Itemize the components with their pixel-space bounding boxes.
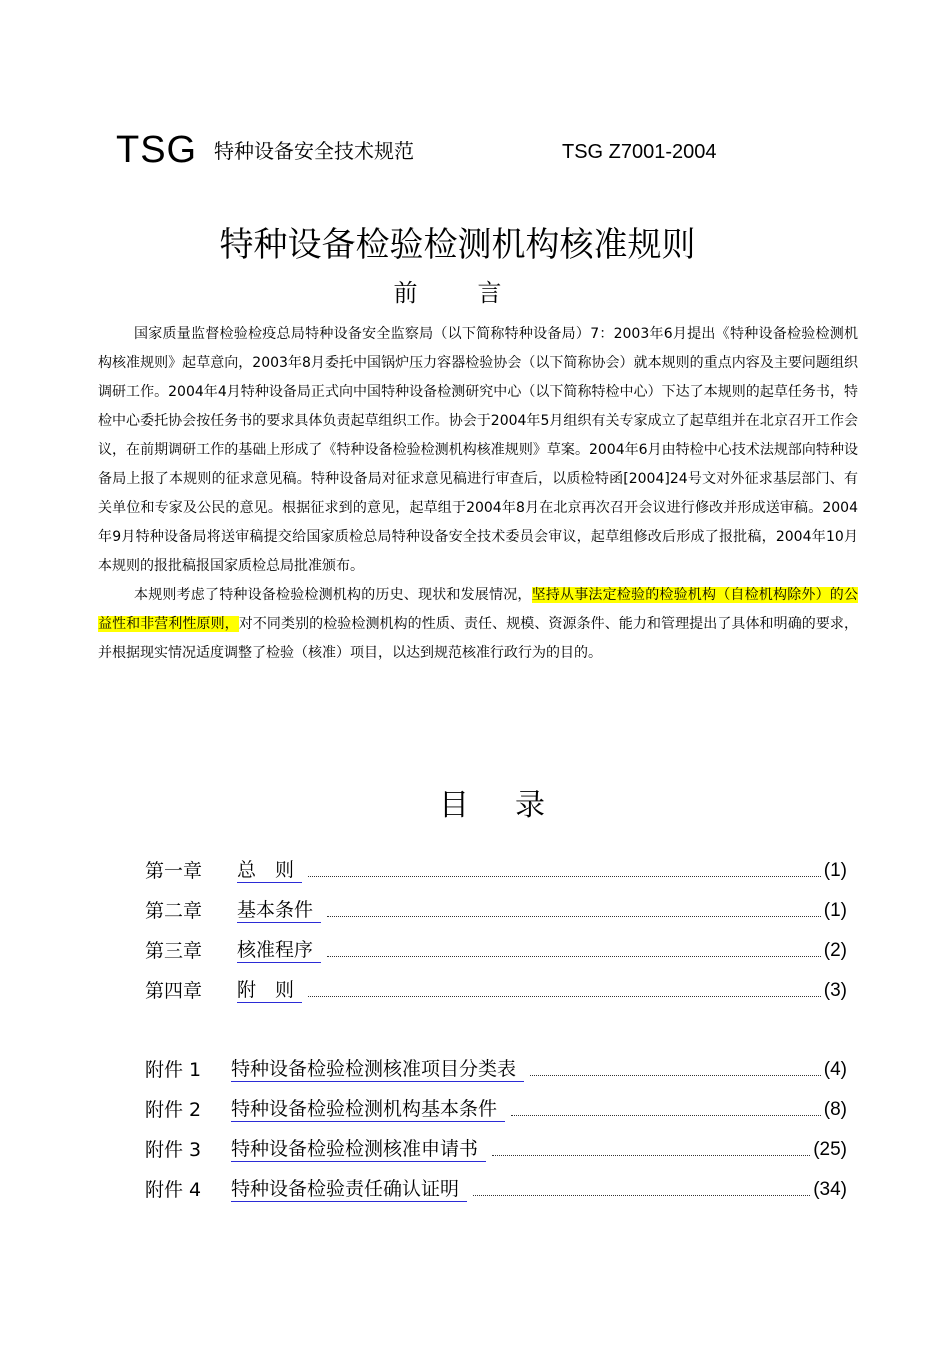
standard-code: TSG Z7001-2004 <box>562 141 717 163</box>
preface-paragraph-2 <box>98 581 858 668</box>
toc-page-number: (3) <box>823 980 847 1001</box>
toc-entry-attachment-4[interactable] <box>145 1162 847 1202</box>
toc-link[interactable]: 核准程序 <box>237 938 321 963</box>
toc-leader <box>327 915 821 917</box>
toc-chapter-number: 第二章 <box>145 900 203 922</box>
toc-entry-attachment-1[interactable] <box>145 1042 847 1082</box>
toc-chapters <box>145 843 847 1003</box>
toc-attachment-number: 附件 4 <box>145 1179 202 1201</box>
toc-leader <box>327 955 821 957</box>
toc-page-number: (25) <box>813 1139 847 1160</box>
toc-page-number: (34) <box>813 1179 847 1200</box>
toc-entry-chapter-4[interactable] <box>145 963 847 1003</box>
preface-paragraph-1: 国家质量监督检验检疫总局特种设备安全监察局（以下简称特种设备局）7：2003年6月提出《特种设备检验检测机构核准规则》起草意向，2003年8月委托中国锅炉压力容器检验协会（以下简称协会）就本规则的重点内容及主要问题组织调研工作。2004年4月特种设备局正式向中国特种设备检测研究中心（以下简称特检中心）下达了本规则的起草任务书，特检中心委托协会按任务书的要求具体负责起草组织工作。协会于2004年5月组织有关专家成立了起草组并在北京召开工作会议，在前期调研工作的基础上形成了《特种设备检验检测机构核准规则》草案。2004年6月由特检中心技术法规部向特种设备局上报了本规则的征求意见稿。特种设备局对征求意见稿进行审查后，以质检特函[2004]24号文对外征求基层部门、有关单位和专家及公民的意见。根据征求到的意见，起草组于2004年8月在北京再次召开会议进行修改并形成送审稿。2004年9月特种设备局将送审稿提交给国家质检总局特种设备安全技术委员会审议，起草组修改后形成了报批稿，2004年10月本规则的报批稿报国家质检总局批准颁布。 <box>98 326 858 574</box>
toc-link[interactable]: 特种设备检验检测核准申请书 <box>231 1137 486 1162</box>
toc-link[interactable]: 总 则 <box>237 858 302 883</box>
toc-link[interactable]: 附 则 <box>237 978 302 1003</box>
toc-link[interactable]: 特种设备检验检测机构基本条件 <box>231 1097 505 1122</box>
toc-page-number: (1) <box>823 900 847 921</box>
toc-leader <box>308 875 821 877</box>
toc-link[interactable]: 基本条件 <box>237 898 321 923</box>
toc-link[interactable]: 特种设备检验检测核准项目分类表 <box>231 1057 524 1082</box>
toc-heading: 目录 <box>439 788 591 823</box>
toc-page-number: (1) <box>823 860 847 881</box>
toc-link[interactable]: 特种设备检验责任确认证明 <box>231 1177 467 1202</box>
toc-leader <box>308 995 821 997</box>
paragraph-2-start: 本规则考虑了特种设备检验检测机构的历史、现状和发展情况， <box>134 587 532 603</box>
toc-chapter-number: 第一章 <box>145 860 203 882</box>
toc-page-number: (4) <box>823 1059 847 1080</box>
toc-attachment-number: 附件 2 <box>145 1099 202 1121</box>
highlighted-text: 坚持从事法定检验的检验机构（自检机构除外）的公益性和非营利性原则， <box>98 587 859 632</box>
toc-entry-chapter-3[interactable] <box>145 923 847 963</box>
document-title: 特种设备检验检测机构核准规则 <box>219 225 696 265</box>
paragraph-2-end: 对不同类别的检验检测机构的性质、责任、规模、资源条件、能力和管理提出了具体和明确的要求，并根据现实情况适度调整了检验（核准）项目，以达到规范核准行政行为的目的。 <box>98 616 859 661</box>
toc-leader <box>530 1074 821 1076</box>
toc-page-number: (8) <box>823 1099 847 1120</box>
toc-leader <box>473 1194 810 1196</box>
preface-heading: 前言 <box>393 279 562 307</box>
toc-page-number: (2) <box>823 940 847 961</box>
series-name: 特种设备安全技术规范 <box>214 139 414 163</box>
toc-entry-chapter-1[interactable] <box>145 843 847 883</box>
toc-leader <box>511 1114 821 1116</box>
tsg-logo: TSG <box>116 129 198 171</box>
toc-attachment-number: 附件 3 <box>145 1139 202 1161</box>
toc-entry-attachment-2[interactable] <box>145 1082 847 1122</box>
toc-entry-attachment-3[interactable] <box>145 1122 847 1162</box>
document-header <box>116 128 876 172</box>
toc-chapter-number: 第四章 <box>145 980 203 1002</box>
toc-attachments <box>145 1042 847 1202</box>
toc-attachment-number: 附件 1 <box>145 1059 202 1081</box>
toc-leader <box>492 1154 810 1156</box>
preface-body <box>98 320 858 668</box>
toc-entry-chapter-2[interactable] <box>145 883 847 923</box>
toc-chapter-number: 第三章 <box>145 940 203 962</box>
